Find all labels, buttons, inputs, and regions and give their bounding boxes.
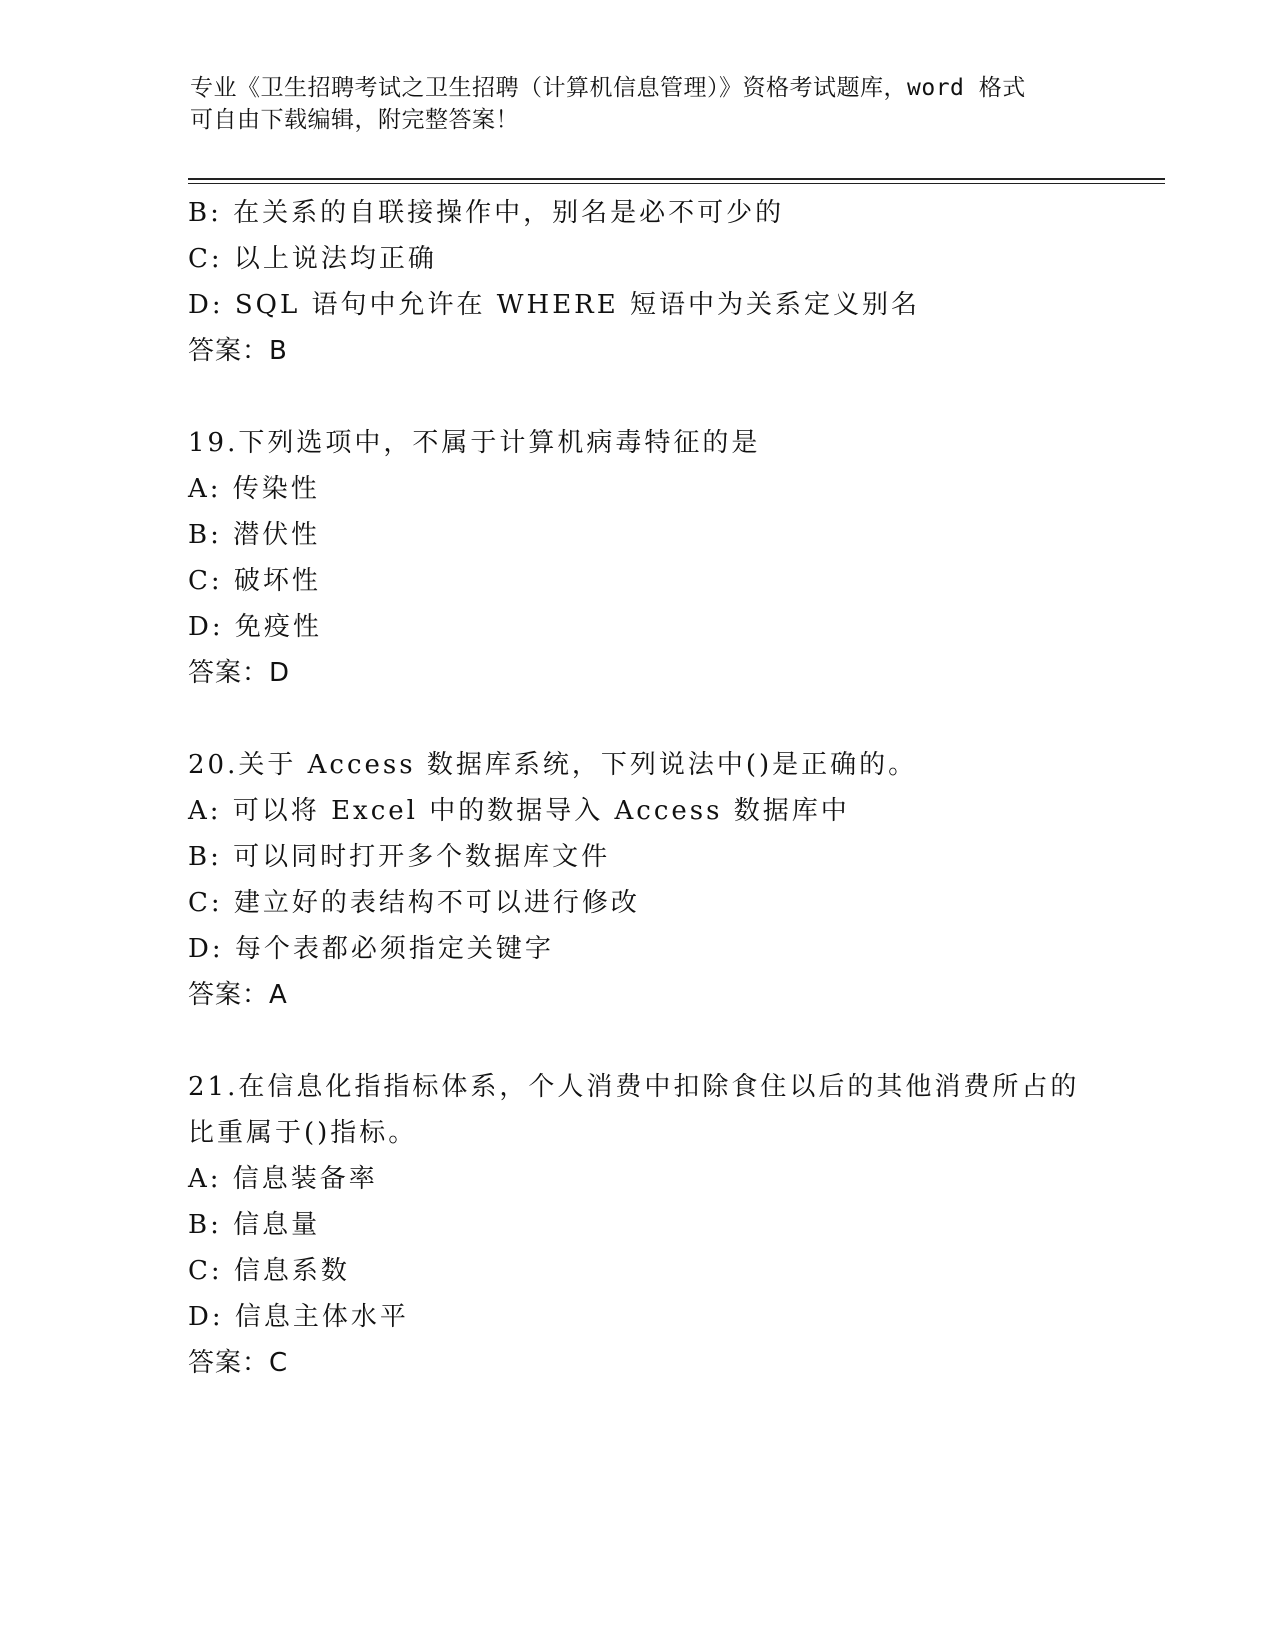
header-divider-thin [188,183,1165,184]
question-stem: 21.在信息化指指标体系，个人消费中扣除食住以后的其他消费所占的 [188,1072,1080,1102]
header-divider-thick [188,178,1165,180]
answer: 答案：C [188,1348,289,1378]
document-body [188,190,1108,1386]
question-spacer [188,1018,1108,1064]
option-c: C: 信息系数 [188,1256,350,1286]
option-b: B: 信息量 [188,1210,321,1240]
question-20 [188,742,1108,1018]
question-19 [188,420,1108,696]
question-stem: 20.关于 Access 数据库系统，下列说法中()是正确的。 [188,750,918,780]
option-b: B: 在关系的自联接操作中，别名是必不可少的 [188,198,785,228]
answer: 答案：A [188,980,288,1010]
question-stem-continued: 比重属于()指标。 [188,1118,418,1148]
option-a: A: 信息装备率 [188,1164,378,1194]
option-d: D: SQL 语句中允许在 WHERE 短语中为关系定义别名 [188,290,920,320]
option-d: D: 每个表都必须指定关键字 [188,934,554,964]
option-d: D: 免疫性 [188,612,322,642]
question-spacer [188,696,1108,742]
option-c: C: 建立好的表结构不可以进行修改 [188,888,640,918]
question-stem: 19.下列选项中，不属于计算机病毒特征的是 [188,428,761,458]
document-header [190,72,1090,136]
option-a: A: 传染性 [188,474,320,504]
question-spacer [188,374,1108,420]
header-line-1: 专业《卫生招聘考试之卫生招聘（计算机信息管理）》资格考试题库，word 格式 [190,75,1026,101]
option-b: B: 潜伏性 [188,520,321,550]
question-18-continued [188,190,1108,374]
option-b: B: 可以同时打开多个数据库文件 [188,842,611,872]
header-line-2: 可自由下载编辑，附完整答案！ [190,107,519,133]
option-c: C: 以上说法均正确 [188,244,437,274]
option-c: C: 破坏性 [188,566,321,596]
answer: 答案：B [188,336,288,366]
question-21 [188,1064,1108,1386]
option-d: D: 信息主体水平 [188,1302,409,1332]
answer: 答案：D [188,658,291,688]
option-a: A: 可以将 Excel 中的数据导入 Access 数据库中 [188,796,850,826]
